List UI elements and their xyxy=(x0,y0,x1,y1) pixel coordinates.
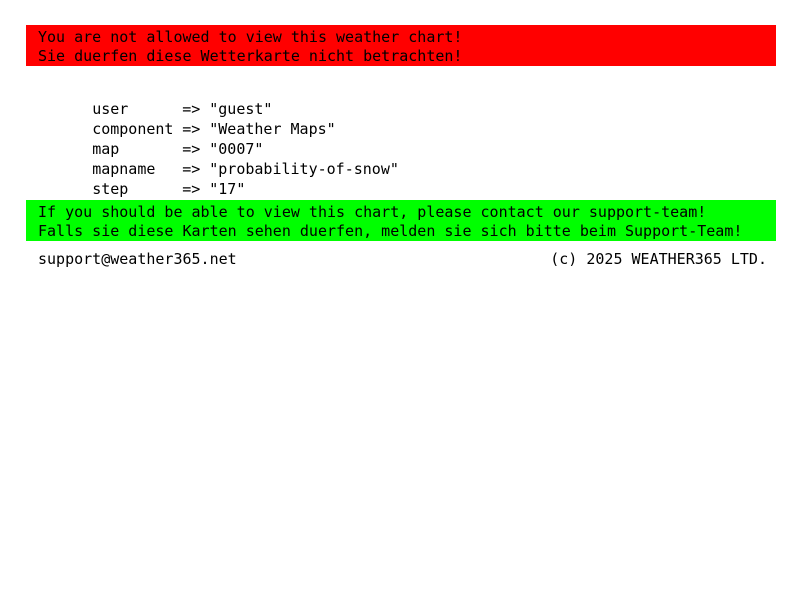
detail-value: "Weather Maps" xyxy=(209,120,336,138)
detail-key: step xyxy=(92,180,129,198)
access-denied-text-en: You are not allowed to view this weather chart! xyxy=(38,28,463,46)
access-denied-text-de: Sie duerfen diese Wetterkarte nicht betrachten! xyxy=(38,47,463,65)
arrow-glyph: => xyxy=(182,120,201,138)
arrow-glyph: => xyxy=(182,100,201,118)
detail-row-user xyxy=(38,79,399,118)
support-text-de: Falls sie diese Karten sehen duerfen, melden sie sich bitte beim Support-Team! xyxy=(38,222,743,240)
detail-value: "probability-of-snow" xyxy=(209,160,399,178)
request-details xyxy=(38,79,399,198)
arrow-glyph: => xyxy=(182,160,201,178)
support-email: support@weather365.net xyxy=(38,250,237,268)
detail-key: component xyxy=(92,120,174,138)
detail-key: mapname xyxy=(92,160,156,178)
detail-value: "0007" xyxy=(209,140,264,158)
access-denied-banner xyxy=(26,25,776,66)
detail-value: "guest" xyxy=(209,100,273,118)
arrow-glyph: => xyxy=(182,140,201,158)
arrow-glyph: => xyxy=(182,180,201,198)
support-banner xyxy=(26,200,776,241)
detail-key: map xyxy=(92,140,120,158)
detail-value: "17" xyxy=(209,180,246,198)
detail-key: user xyxy=(92,100,129,118)
copyright-notice: (c) 2025 WEATHER365 LTD. xyxy=(550,250,767,268)
footer xyxy=(38,251,767,267)
support-text-en: If you should be able to view this chart, please contact our support-team! xyxy=(38,203,707,221)
